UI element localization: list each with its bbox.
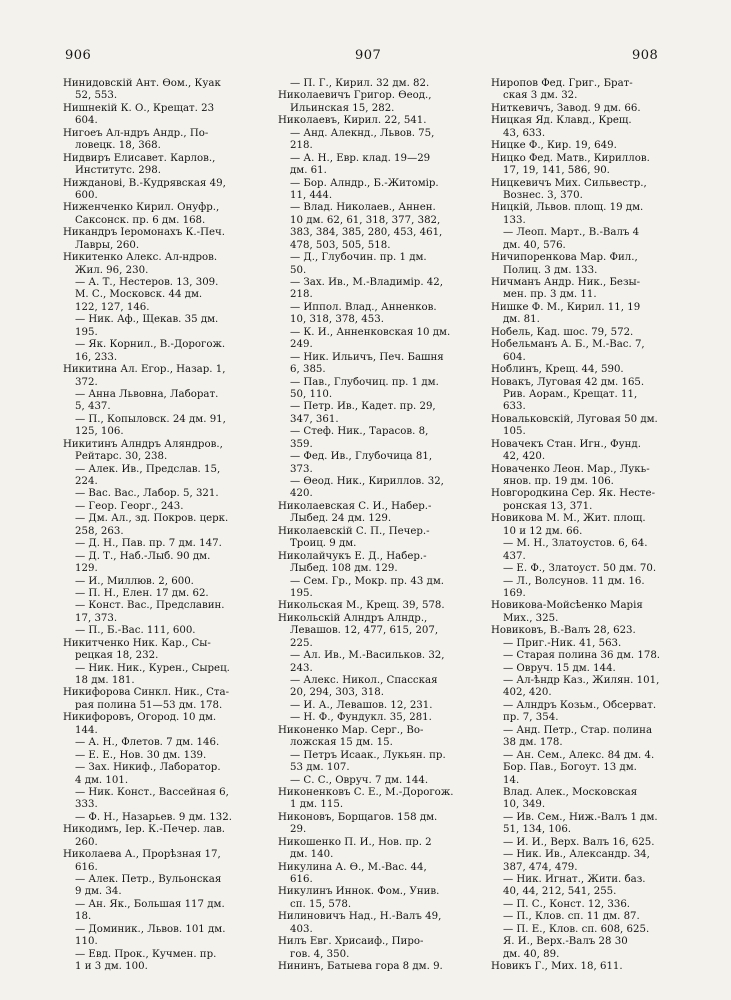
entry-continuation-line: — П. С., Конст. 12, 336. [503, 898, 631, 910]
entry-continuation-line: 133. [503, 214, 526, 226]
entry-continuation-line: 249. [290, 339, 313, 351]
entry-continuation-line: дм. 40, 576. [503, 239, 566, 251]
entry-continuation-line: — Анна Львовна, Лаборат. [75, 388, 219, 400]
entry-line: Новачекъ Стан. Игн., Фунд. [491, 438, 641, 450]
entry-line: Нишнекій К. О., Крещат. 23 [63, 102, 215, 114]
entry-continuation-line: 633. [503, 401, 526, 413]
entry-continuation-line: — М. Н., Златоустов. 6, 64. [503, 538, 648, 550]
entry-continuation-line: 373. [290, 463, 313, 475]
page-number-left: 906 [65, 48, 92, 63]
entry-continuation-line: дм. 140. [290, 849, 334, 861]
entry-line: Ницке Ф., Кир. 19, 649. [491, 140, 617, 152]
entry-line: Ничипоренкова Мар. Фил., [491, 252, 638, 264]
entry-continuation-line: — Н. Ф., Фундукл. 35, 281. [290, 712, 432, 724]
entry-continuation-line: 18 дм. 181. [75, 675, 135, 686]
entry-continuation-line: — П. Н., Елен. 17 дм. 62. [75, 587, 209, 599]
entry-line: Николаевскій С. П., Печер.- [278, 525, 430, 537]
entry-line: Новикъ Г., Мих. 18, 611. [491, 961, 623, 973]
entry-continuation-line: 144. [75, 724, 98, 736]
entry-continuation-line: 6, 385. [290, 364, 326, 376]
entry-continuation-line: Ильинская 15, 282. [290, 102, 395, 114]
entry-continuation-line: 43, 633. [503, 127, 546, 139]
entry-continuation-line: Саксонск. пр. 6 дм. 168. [75, 214, 206, 226]
entry-continuation-line: — Дм. Ал., зд. Покров. церк. [75, 513, 229, 525]
entry-continuation-line: мен. пр. 3 дм. 11. [503, 289, 597, 301]
entry-line: Никифоровъ, Огород. 10 дм. [63, 712, 217, 724]
entry-continuation-line: — Ник. Ильичъ, Печ. Башня [290, 351, 444, 363]
entry-continuation-line: 437. [503, 550, 526, 562]
entry-continuation-line: рая полина 51—53 дм. 178. [75, 699, 223, 711]
entry-continuation-line: — П. Г., Кирил. 32 дм. 82. [290, 78, 430, 89]
entry-continuation-line: 616. [290, 874, 313, 885]
entry-continuation-line: — А. Т., Нестеров. 13, 309. [75, 277, 219, 288]
entry-continuation-line: — Ник. Ник., Курен., Сырец. [75, 662, 230, 674]
entry-continuation-line: — Зах. Никиф., Лаборатор. [75, 762, 221, 774]
entry-continuation-line: — П., Клов. сп. 11 дм. 87. [503, 911, 640, 923]
entry-continuation-line: — Ник. Ив., Александр. 34, [503, 849, 650, 861]
entry-continuation-line: 14. [503, 774, 520, 786]
entry-line: Новальковскій, Луговая 50 дм. [491, 413, 658, 425]
entry-continuation-line: Жил. 96, 230. [75, 264, 149, 276]
entry-continuation-line: 383, 384, 385, 280, 453, 461, [290, 227, 443, 239]
entry-continuation-line: 105. [503, 426, 526, 438]
entry-continuation-line: 258, 263. [75, 525, 124, 537]
entry-line: Никоненко Мар. Серг., Во- [278, 724, 424, 736]
entry-continuation-line: 478, 503, 505, 518. [290, 239, 391, 251]
entry-continuation-line: — И. А., Левашов. 12, 231. [290, 699, 433, 711]
entry-continuation-line: 387, 474, 479. [503, 861, 578, 873]
entry-continuation-line: — Сем. Гр., Мокр. пр. 43 дм. [290, 575, 444, 587]
entry-line: Никольскій Алндръ Алндр., [278, 612, 428, 624]
entry-continuation-line: ложская 15 дм. 15. [290, 737, 393, 749]
entry-continuation-line: Институтс. 298. [75, 165, 161, 177]
entry-line: Никитина Ал. Егор., Назар. 1, [63, 364, 226, 376]
entry-line: Никандръ Іеромонахъ К.-Печ. [63, 227, 225, 239]
entry-line: Ниропов Фед. Григ., Брат- [491, 78, 633, 89]
entry-continuation-line: Троиц. 9 дм. [290, 538, 357, 550]
entry-continuation-line: 50, 110. [290, 388, 333, 400]
entry-line: Нининъ, Батыева гора 8 дм. 9. [278, 961, 443, 973]
entry-continuation-line: Я. И., Верх.-Валъ 28 30 [503, 936, 628, 948]
entry-continuation-line: 225. [290, 637, 313, 649]
entry-line: Нилъ Евг. Хрисаиф., Пиро- [278, 936, 424, 948]
entry-continuation-line: 122, 127, 146. [75, 301, 150, 313]
entry-continuation-line: — Леоп. Март., В.-Валъ 4 [503, 227, 640, 239]
entry-line: Новгородкина Сер. Як. Несте- [491, 488, 656, 500]
entry-continuation-line: 17, 19, 141, 586, 90. [503, 165, 610, 177]
entry-continuation-line: 403. [290, 923, 313, 935]
entry-continuation-line: сп. 15, 578. [290, 898, 352, 910]
entry-continuation-line: Мих., 325. [503, 612, 559, 624]
entry-continuation-line: Лыбед. 24 дм. 129. [290, 513, 392, 525]
entry-continuation-line: 10 дм. 62, 61, 318, 377, 382, [290, 214, 441, 226]
entry-continuation-line: — Бор. Алндр., Б.-Житомір. [290, 177, 439, 189]
entry-line: Новикова-Мойсѣенко Марія [491, 600, 643, 612]
entry-continuation-line: дм. 40, 89. [503, 948, 560, 960]
entry-continuation-line: — Влад. Николаев., Аннен. [290, 202, 436, 214]
entry-continuation-line: — И. И., Верх. Валъ 16, 625. [503, 836, 655, 848]
entry-line: Никифорова Синкл. Ник., Ста- [63, 687, 230, 699]
entry-continuation-line: — П., Б.-Вас. 111, 600. [75, 625, 196, 637]
entry-continuation-line: пр. 7, 354. [503, 712, 559, 724]
entry-continuation-line: — Е. Е., Нов. 30 дм. 139. [75, 749, 207, 761]
page-number-middle: 907 [355, 48, 382, 63]
entry-continuation-line: Полиц. 3 дм. 133. [503, 264, 598, 276]
directory-column-1 [63, 78, 291, 974]
entry-continuation-line: — Старая полина 36 дм. 178. [503, 650, 661, 662]
entry-continuation-line: Влад. Алек., Московская [503, 786, 638, 798]
entry-continuation-line: — Геор. Георг., 243. [75, 500, 184, 512]
entry-continuation-line: 40, 44, 212, 541, 255. [503, 886, 617, 898]
entry-continuation-line: Рив. Аорам., Крещат. 11, [503, 388, 638, 400]
entry-line: Ницкая Яд. Клавд., Крещ. [491, 115, 632, 127]
entry-continuation-line: 218. [290, 289, 313, 301]
entry-line: Никулина А. Ө., М.-Вас. 44, [278, 861, 427, 873]
entry-continuation-line: — Алек. Петр., Вульонская [75, 874, 222, 885]
entry-continuation-line: — Петр. Ив., Кадет. пр. 29, [290, 401, 436, 413]
entry-continuation-line: — А. Н., Флетов. 7 дм. 146. [75, 737, 220, 749]
entry-continuation-line: 195. [290, 587, 313, 599]
entry-line: Ниженченко Кирил. Онуфр., [63, 202, 220, 214]
entry-continuation-line: Лыбед. 108 дм. 129. [290, 563, 398, 575]
entry-continuation-line: 9 дм. 34. [75, 886, 122, 898]
entry-line: Никитинъ Алндръ Аляндров., [63, 438, 223, 450]
entry-line: Никитенко Алекс. Ал-ндров. [63, 252, 218, 264]
entry-continuation-line: 51, 134, 106. [503, 824, 572, 836]
entry-continuation-line: ронская 13, 371. [503, 500, 593, 512]
page-number-right: 908 [632, 48, 659, 63]
entry-continuation-line: рецкая 18, 232. [75, 650, 159, 662]
entry-line: Ницко Фед. Матв., Кириллов. [491, 152, 650, 164]
entry-continuation-line: — П., Копыловск. 24 дм. 91, [75, 413, 226, 425]
entry-continuation-line: 125, 106. [75, 426, 124, 438]
entry-continuation-line: 29. [290, 824, 307, 836]
entry-continuation-line: — А. Н., Евр. клад. 19—29 [290, 152, 431, 164]
entry-continuation-line: — С. С., Овруч. 7 дм. 144. [290, 774, 429, 786]
entry-continuation-line: 10, 318, 378, 453. [290, 314, 384, 326]
entry-continuation-line: — Алек. Ив., Предслав. 15, [75, 463, 221, 475]
entry-continuation-line: — Овруч. 15 дм. 144. [503, 662, 616, 674]
entry-continuation-line: 110. [75, 936, 98, 948]
entry-continuation-line: 1 и 3 дм. 100. [75, 961, 148, 973]
entry-continuation-line: 600. [75, 189, 98, 201]
entry-continuation-line: — Ан. Сем., Алекс. 84 дм. 4. [503, 749, 655, 761]
entry-line: Ниткевичъ, Завод. 9 дм. 66. [491, 102, 641, 114]
entry-line: Николаевская С. И., Набер.- [278, 500, 432, 512]
entry-line: Нилиновичъ Над., Н.-Валъ 49, [278, 911, 442, 923]
entry-line: Новаченко Леон. Мар., Лукь- [491, 463, 650, 475]
entry-continuation-line: 616. [75, 861, 98, 873]
entry-continuation-line: — Евд. Прок., Кучмен. пр. [75, 948, 217, 960]
entry-continuation-line: 195. [75, 326, 98, 338]
entry-continuation-line: 347, 361. [290, 413, 339, 425]
entry-continuation-line: — Ал. Ив., М.-Васильков. 32, [290, 650, 445, 662]
entry-continuation-line: — Петръ Исаак., Лукьян. пр. [290, 749, 446, 761]
entry-continuation-line: — Д. Н., Пав. пр. 7 дм. 147. [75, 538, 222, 550]
entry-line: Николаева А., Прорѣзная 17, [63, 849, 221, 861]
entry-continuation-line: Бор. Пав., Богоут. 13 дм. [503, 762, 637, 774]
entry-continuation-line: Лавры, 260. [75, 239, 140, 251]
entry-continuation-line: — Пав., Глубочиц. пр. 1 дм. [290, 376, 439, 388]
entry-continuation-line: — Е. Ф., Златоуст. 50 дм. 70. [503, 563, 657, 575]
entry-line: Новакъ, Луговая 42 дм. 165. [491, 376, 645, 388]
entry-continuation-line: 243. [290, 662, 313, 674]
entry-continuation-line: — Ал-ѣндр Каз., Жилян. 101, [503, 675, 660, 686]
entry-continuation-line: 38 дм. 178. [503, 737, 563, 749]
entry-line: Ничманъ Андр. Ник., Безы- [491, 277, 641, 288]
entry-continuation-line: 17, 373. [75, 612, 118, 624]
entry-continuation-line: 4 дм. 101. [75, 774, 129, 786]
entry-line: Никодимъ, Іер. К.-Печер. лав. [63, 824, 225, 836]
entry-continuation-line: 10, 349. [503, 799, 546, 811]
entry-continuation-line: 402, 420. [503, 687, 552, 699]
entry-line: Новикова М. М., Жит. площ. [491, 513, 646, 525]
entry-line: Нобель, Кад. шос. 79, 572. [491, 326, 634, 338]
entry-continuation-line: — Як. Корнил., В.-Дорогож. [75, 339, 226, 351]
entry-continuation-line: — Вас. Вас., Лабор. 5, 321. [75, 488, 219, 500]
entry-continuation-line: 53 дм. 107. [290, 762, 350, 774]
entry-line: Николайчукъ Е. Д., Набер.- [278, 550, 427, 562]
entry-line: Николаевъ, Кирил. 22, 541. [278, 115, 427, 127]
entry-line: Никольская М., Крещ. 39, 578. [278, 600, 445, 612]
entry-continuation-line: — Д., Глубочин. пр. 1 дм. [290, 252, 427, 264]
entry-continuation-line: — Ан. Як., Большая 117 дм. [75, 898, 225, 910]
entry-continuation-line: — Ф. Н., Назарьев. 9 дм. 132. [75, 811, 232, 823]
entry-continuation-line: 359. [290, 438, 313, 450]
entry-continuation-line: 604. [503, 351, 526, 363]
entry-continuation-line: — Ник. Конст., Вассейная 6, [75, 786, 229, 798]
entry-continuation-line: — Зах. Ив., М.-Владимір. 42, [290, 277, 443, 288]
entry-continuation-line: 18. [75, 911, 92, 923]
entry-line: Никоненковъ С. Е., М.-Дорогож. [278, 786, 454, 798]
entry-continuation-line: — Д. Т., Наб.-Лыб. 90 дм. [75, 550, 211, 562]
entry-continuation-line: 50. [290, 264, 307, 276]
entry-continuation-line: М. С., Московск. 44 дм. [75, 289, 203, 301]
entry-continuation-line: — Өеод. Ник., Кириллов. 32, [290, 476, 444, 487]
entry-continuation-line: — Ив. Сем., Ниж.-Валъ 1 дм. [503, 811, 658, 823]
entry-continuation-line: — Стеф. Ник., Тарасов. 8, [290, 426, 429, 438]
entry-continuation-line: Вознес. 3, 370. [503, 189, 583, 201]
entry-continuation-line: 129. [75, 563, 98, 575]
entry-continuation-line: 420. [290, 488, 313, 500]
entry-continuation-line: — И., Миллюв. 2, 600. [75, 575, 194, 587]
entry-line: Никошенко П. И., Нов. пр. 2 [278, 836, 432, 848]
entry-continuation-line: 11, 444. [290, 189, 333, 201]
entry-continuation-line: ская 3 дм. 32. [503, 90, 578, 102]
entry-continuation-line: 218. [290, 140, 313, 152]
entry-continuation-line: 333. [75, 799, 98, 811]
entry-continuation-line: — Фед. Ив., Глубочица 81, [290, 451, 433, 463]
entry-continuation-line: 169. [503, 587, 526, 599]
entry-continuation-line: янов. пр. 19 дм. 106. [503, 476, 614, 487]
entry-continuation-line: 260. [75, 836, 98, 848]
entry-continuation-line: — К. И., Анненковская 10 дм. [290, 326, 451, 338]
entry-line: Ноблинъ, Крещ. 44, 590. [491, 364, 624, 376]
entry-continuation-line: 372. [75, 376, 98, 388]
entry-line: Нижданові, В.-Кудрявская 49, [63, 177, 226, 189]
entry-line: Никулинъ Иннок. Фом., Унив. [278, 886, 440, 898]
entry-continuation-line: — Конст. Вас., Предславин. [75, 600, 225, 612]
entry-line: Нигоеъ Ал-ндръ Андр., По- [63, 127, 209, 139]
entry-continuation-line: — Доминик., Львов. 101 дм. [75, 923, 226, 935]
entry-line: Нинидовскій Ант. Өом., Куак [63, 78, 221, 89]
entry-continuation-line: 52, 553. [75, 90, 118, 102]
entry-continuation-line: — Анд. Алекнд., Львов. 75, [290, 127, 435, 139]
entry-line: Никитченко Ник. Кар., Сы- [63, 637, 211, 649]
entry-line: Ницкій, Львов. площ. 19 дм. [491, 202, 644, 214]
entry-continuation-line: — Алекс. Никол., Спасская [290, 675, 438, 686]
entry-continuation-line: — Ник. Игнат., Жити. баз. [503, 874, 646, 885]
entry-line: Нидвиръ Елисавет. Карлов., [63, 152, 216, 164]
entry-continuation-line: 20, 294, 303, 318. [290, 687, 384, 699]
entry-continuation-line: — Ник. Аф., Щекав. 35 дм. [75, 314, 219, 326]
entry-continuation-line: дм. 81. [503, 314, 540, 326]
entry-line: Новиковъ, В.-Валъ 28, 623. [491, 625, 636, 637]
entry-line: Нишке Ф. М., Кирил. 11, 19 [491, 301, 641, 313]
entry-continuation-line: — Приг.-Ник. 41, 563. [503, 637, 622, 649]
entry-continuation-line: Рейтарс. 30, 238. [75, 451, 168, 463]
entry-continuation-line: Левашов. 12, 477, 615, 207, [290, 625, 439, 637]
entry-continuation-line: дм. 61. [290, 165, 327, 177]
entry-continuation-line: — Иппол. Влад., Анненков. [290, 301, 437, 313]
entry-continuation-line: — Алндръ Козьм., Обсерват. [503, 699, 657, 711]
entry-continuation-line: 10 и 12 дм. 66. [503, 525, 583, 537]
entry-line: Николаевичъ Григор. Өеод., [278, 90, 432, 102]
directory-column-3 [491, 78, 719, 974]
directory-column-2 [278, 78, 506, 974]
entry-continuation-line: 16, 233. [75, 351, 118, 363]
entry-continuation-line: гов. 4, 350. [290, 948, 350, 960]
entry-continuation-line: 42, 420. [503, 451, 546, 463]
entry-line: Нобельманъ А. Б., М.-Вас. 7, [491, 339, 645, 351]
entry-continuation-line: ловецк. 18, 368. [75, 140, 161, 152]
entry-line: Никоновъ, Борщагов. 158 дм. [278, 811, 438, 823]
entry-continuation-line: — Л., Волсунов. 11 дм. 16. [503, 575, 645, 587]
entry-continuation-line: 1 дм. 115. [290, 799, 344, 811]
entry-continuation-line: 604. [75, 115, 98, 127]
entry-continuation-line: — П. Е., Клов. сп. 608, 625. [503, 923, 650, 935]
entry-continuation-line: — Анд. Петр., Стар. полина [503, 724, 653, 736]
entry-continuation-line: 5, 437. [75, 401, 111, 413]
entry-continuation-line: 224. [75, 476, 98, 487]
entry-line: Ницкевичъ Мих. Сильвестр., [491, 177, 647, 189]
